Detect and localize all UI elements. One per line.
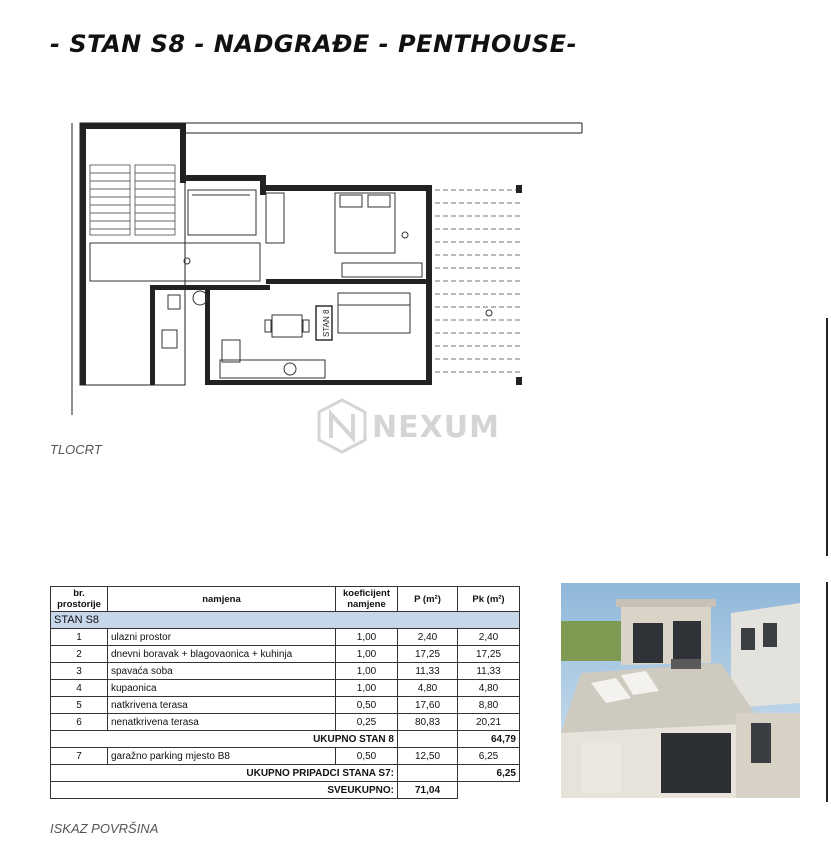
total-value: 71,04 [398, 782, 458, 799]
cell-p: 12,50 [398, 748, 458, 765]
watermark [312, 396, 522, 456]
header-purpose: namjena [108, 587, 336, 612]
subtotal-value: 64,79 [458, 731, 520, 748]
cell-p: 4,80 [398, 680, 458, 697]
header-area: P (m²) [398, 587, 458, 612]
penthouse-render-image [561, 583, 800, 798]
cell-coef: 0,50 [336, 748, 398, 765]
cell-coef: 1,00 [336, 663, 398, 680]
cell-coef: 0,25 [336, 714, 398, 731]
cell-pk: 17,25 [458, 646, 520, 663]
cell-purpose: garažno parking mjesto B8 [108, 748, 336, 765]
cell-pk: 4,80 [458, 680, 520, 697]
subtotal-row [51, 765, 520, 782]
header-coefficient: koeficijent namjene [336, 587, 398, 612]
floor-plan [50, 115, 590, 415]
table-row [51, 697, 520, 714]
area-table [50, 586, 520, 799]
cell-coef: 1,00 [336, 646, 398, 663]
nexum-logo-icon [317, 398, 367, 454]
cell-coef: 0,50 [336, 697, 398, 714]
table-row [51, 629, 520, 646]
cell-purpose: nenatkrivena terasa [108, 714, 336, 731]
page-edge-line [826, 582, 828, 802]
cell-purpose: dnevni boravak + blagovaonica + kuhinja [108, 646, 336, 663]
cell-no: 1 [51, 629, 108, 646]
cell-pk: 20,21 [458, 714, 520, 731]
cell-no: 2 [51, 646, 108, 663]
page-title: - STAN S8 - NADGRAĐE - PENTHOUSE- [50, 30, 578, 58]
cell-pk: 11,33 [458, 663, 520, 680]
subtotal-row [51, 731, 520, 748]
table-caption: ISKAZ POVRŠINA [50, 821, 159, 836]
apartment-label: STAN 8 [322, 309, 331, 337]
subtotal-label: UKUPNO PRIPADCI STANA S7: [51, 765, 398, 782]
header-room-number: br. prostorije [51, 587, 108, 612]
cell-no: 7 [51, 748, 108, 765]
subtotal-value: 6,25 [458, 765, 520, 782]
table-row [51, 714, 520, 731]
cell-p: 80,83 [398, 714, 458, 731]
cell-pk: 2,40 [458, 629, 520, 646]
cell-pk: 8,80 [458, 697, 520, 714]
page-edge-line [826, 318, 828, 556]
cell-p: 11,33 [398, 663, 458, 680]
cell-no: 5 [51, 697, 108, 714]
cell-purpose: kupaonica [108, 680, 336, 697]
cell-p: 2,40 [398, 629, 458, 646]
table-row [51, 680, 520, 697]
total-label: SVEUKUPNO: [51, 782, 398, 799]
total-row [51, 782, 520, 799]
cell-coef: 1,00 [336, 680, 398, 697]
cell-no: 4 [51, 680, 108, 697]
plan-caption: TLOCRT [50, 442, 102, 457]
cell-purpose: ulazni prostor [108, 629, 336, 646]
cell-no: 3 [51, 663, 108, 680]
header-area-coef: Pk (m²) [458, 587, 520, 612]
cell-no: 6 [51, 714, 108, 731]
table-row [51, 663, 520, 680]
cell-p: 17,60 [398, 697, 458, 714]
watermark-text: NEXUM [372, 410, 500, 445]
cell-purpose: spavaća soba [108, 663, 336, 680]
cell-p: 17,25 [398, 646, 458, 663]
cell-pk: 6,25 [458, 748, 520, 765]
group-label: STAN S8 [51, 612, 520, 629]
cell-coef: 1,00 [336, 629, 398, 646]
table-row [51, 646, 520, 663]
cell-purpose: natkrivena terasa [108, 697, 336, 714]
table-row [51, 748, 520, 765]
subtotal-label: UKUPNO STAN 8 [51, 731, 398, 748]
